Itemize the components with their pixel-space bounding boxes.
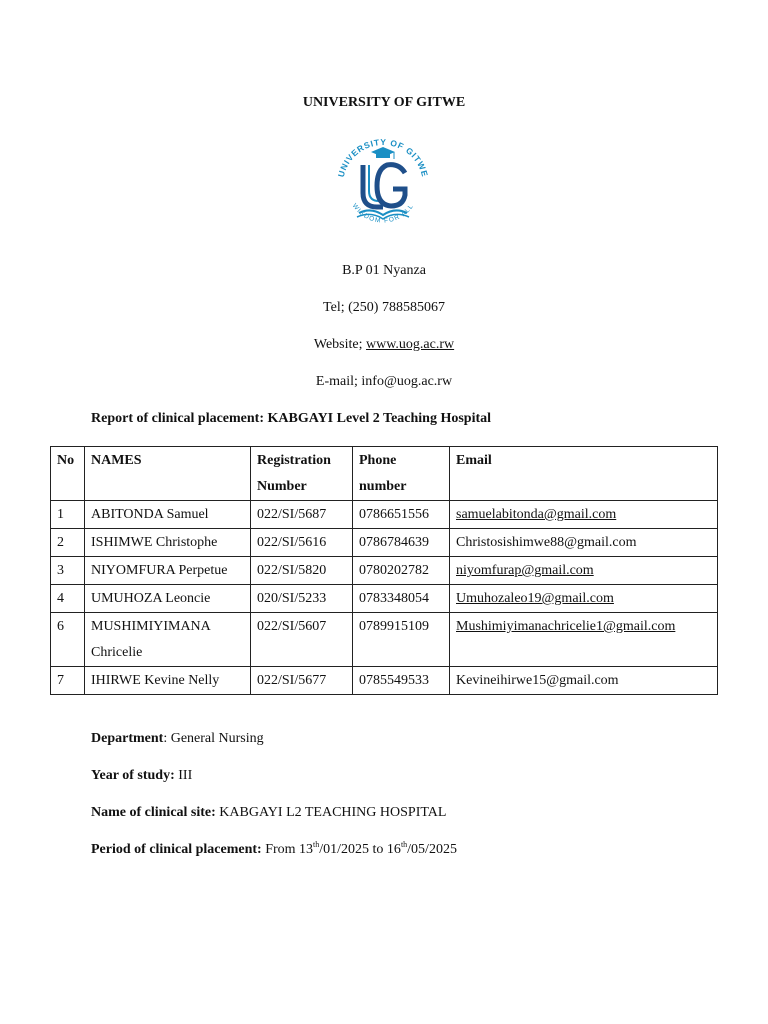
- cell-name-line2: Chricelie: [91, 645, 143, 660]
- department-label: Department: [91, 731, 164, 746]
- col-phone-header-line1: Phone: [359, 453, 397, 468]
- email-line: E-mail; info@uog.ac.rw: [315, 374, 453, 389]
- cell-no: 6: [51, 613, 85, 667]
- table-row: [51, 585, 718, 613]
- placement-period-field: [91, 841, 457, 859]
- cell-no: 4: [51, 585, 85, 613]
- cell-no: 2: [51, 529, 85, 557]
- cell-registration: 022/SI/5677: [251, 667, 353, 695]
- website-prefix: Website;: [313, 337, 366, 352]
- col-registration-header: [251, 447, 353, 501]
- cell-phone: 0786651556: [353, 501, 450, 529]
- year-value: III: [174, 768, 193, 783]
- clinical-site-value: KABGAYI L2 TEACHING HOSPITAL: [215, 805, 447, 820]
- cell-no: 3: [51, 557, 85, 585]
- table-row: [51, 529, 718, 557]
- cell-email: Christosishimwe88@gmail.com: [450, 529, 718, 557]
- cell-registration: 022/SI/5607: [251, 613, 353, 667]
- col-phone-header: [353, 447, 450, 501]
- col-names-header: NAMES: [85, 447, 251, 501]
- clinical-site-label: Name of clinical site:: [91, 805, 216, 820]
- cell-phone: 0789915109: [353, 613, 450, 667]
- email-link[interactable]: niyomfurap@gmail.com: [456, 563, 594, 578]
- telephone: Tel; (250) 788585067: [323, 300, 445, 315]
- cell-no: 7: [51, 667, 85, 695]
- website-link[interactable]: www.uog.ac.rw: [366, 337, 455, 352]
- students-table: [50, 446, 718, 695]
- postal-address: B.P 01 Nyanza: [342, 263, 426, 278]
- table-row: [51, 667, 718, 695]
- period-mid: /01/2025 to 16: [319, 842, 401, 857]
- col-registration-header-line1: Registration: [257, 453, 331, 468]
- col-registration-header-line2: Number: [257, 479, 307, 494]
- table-header-row: [51, 447, 718, 501]
- cell-name-line1: MUSHIMIYIMANA: [91, 619, 211, 634]
- university-logo: [329, 131, 437, 239]
- report-title: Report of clinical placement: KABGAYI Level 2 Teaching Hospital: [91, 411, 492, 426]
- cell-phone: 0785549533: [353, 667, 450, 695]
- table-row: [51, 501, 718, 529]
- cell-registration: 022/SI/5820: [251, 557, 353, 585]
- year-field: [91, 767, 192, 785]
- cell-email: Kevineihirwe15@gmail.com: [450, 667, 718, 695]
- cell-name: ISHIMWE Christophe: [85, 529, 251, 557]
- cell-phone: 0786784639: [353, 529, 450, 557]
- department-value: : General Nursing: [163, 731, 264, 746]
- period-sup-start: th: [313, 840, 320, 849]
- col-no-header: No: [51, 447, 85, 501]
- cell-registration: 022/SI/5687: [251, 501, 353, 529]
- cell-registration: 020/SI/5233: [251, 585, 353, 613]
- cell-name: ABITONDA Samuel: [85, 501, 251, 529]
- period-end: /05/2025: [407, 842, 457, 857]
- table-row: [51, 557, 718, 585]
- cell-name: IHIRWE Kevine Nelly: [85, 667, 251, 695]
- table-row: [51, 613, 718, 667]
- cell-email: [450, 613, 718, 667]
- email-link[interactable]: Umuhozaleo19@gmail.com: [456, 591, 614, 606]
- cell-name: NIYOMFURA Perpetue: [85, 557, 251, 585]
- year-label: Year of study:: [91, 768, 175, 783]
- logo-arc-bottom-text: WISDOM FOR ALL: [350, 202, 416, 225]
- website-line: [0, 336, 768, 354]
- cell-phone: 0780202782: [353, 557, 450, 585]
- cell-phone: 0783348054: [353, 585, 450, 613]
- logo-arc-top-text: UNIVERSITY OF GITWE: [335, 136, 431, 179]
- cell-no: 1: [51, 501, 85, 529]
- cell-email: [450, 557, 718, 585]
- period-sup-end: th: [400, 840, 408, 849]
- university-logo-graphic: [329, 131, 437, 239]
- email-link[interactable]: Mushimiyimanachricelie1@gmail.com: [456, 619, 676, 634]
- email-link[interactable]: samuelabitonda@gmail.com: [456, 507, 617, 522]
- period-from: From 13: [261, 842, 314, 857]
- cell-name: [85, 613, 251, 667]
- clinical-site-field: [91, 804, 446, 822]
- col-phone-header-line2: number: [359, 479, 407, 494]
- department-field: [91, 730, 264, 748]
- cell-email: [450, 501, 718, 529]
- cell-email: [450, 585, 718, 613]
- col-email-header: Email: [450, 447, 718, 501]
- university-title: UNIVERSITY OF GITWE: [302, 95, 466, 110]
- cell-registration: 022/SI/5616: [251, 529, 353, 557]
- cell-name: UMUHOZA Leoncie: [85, 585, 251, 613]
- placement-period-label: Period of clinical placement:: [91, 842, 262, 857]
